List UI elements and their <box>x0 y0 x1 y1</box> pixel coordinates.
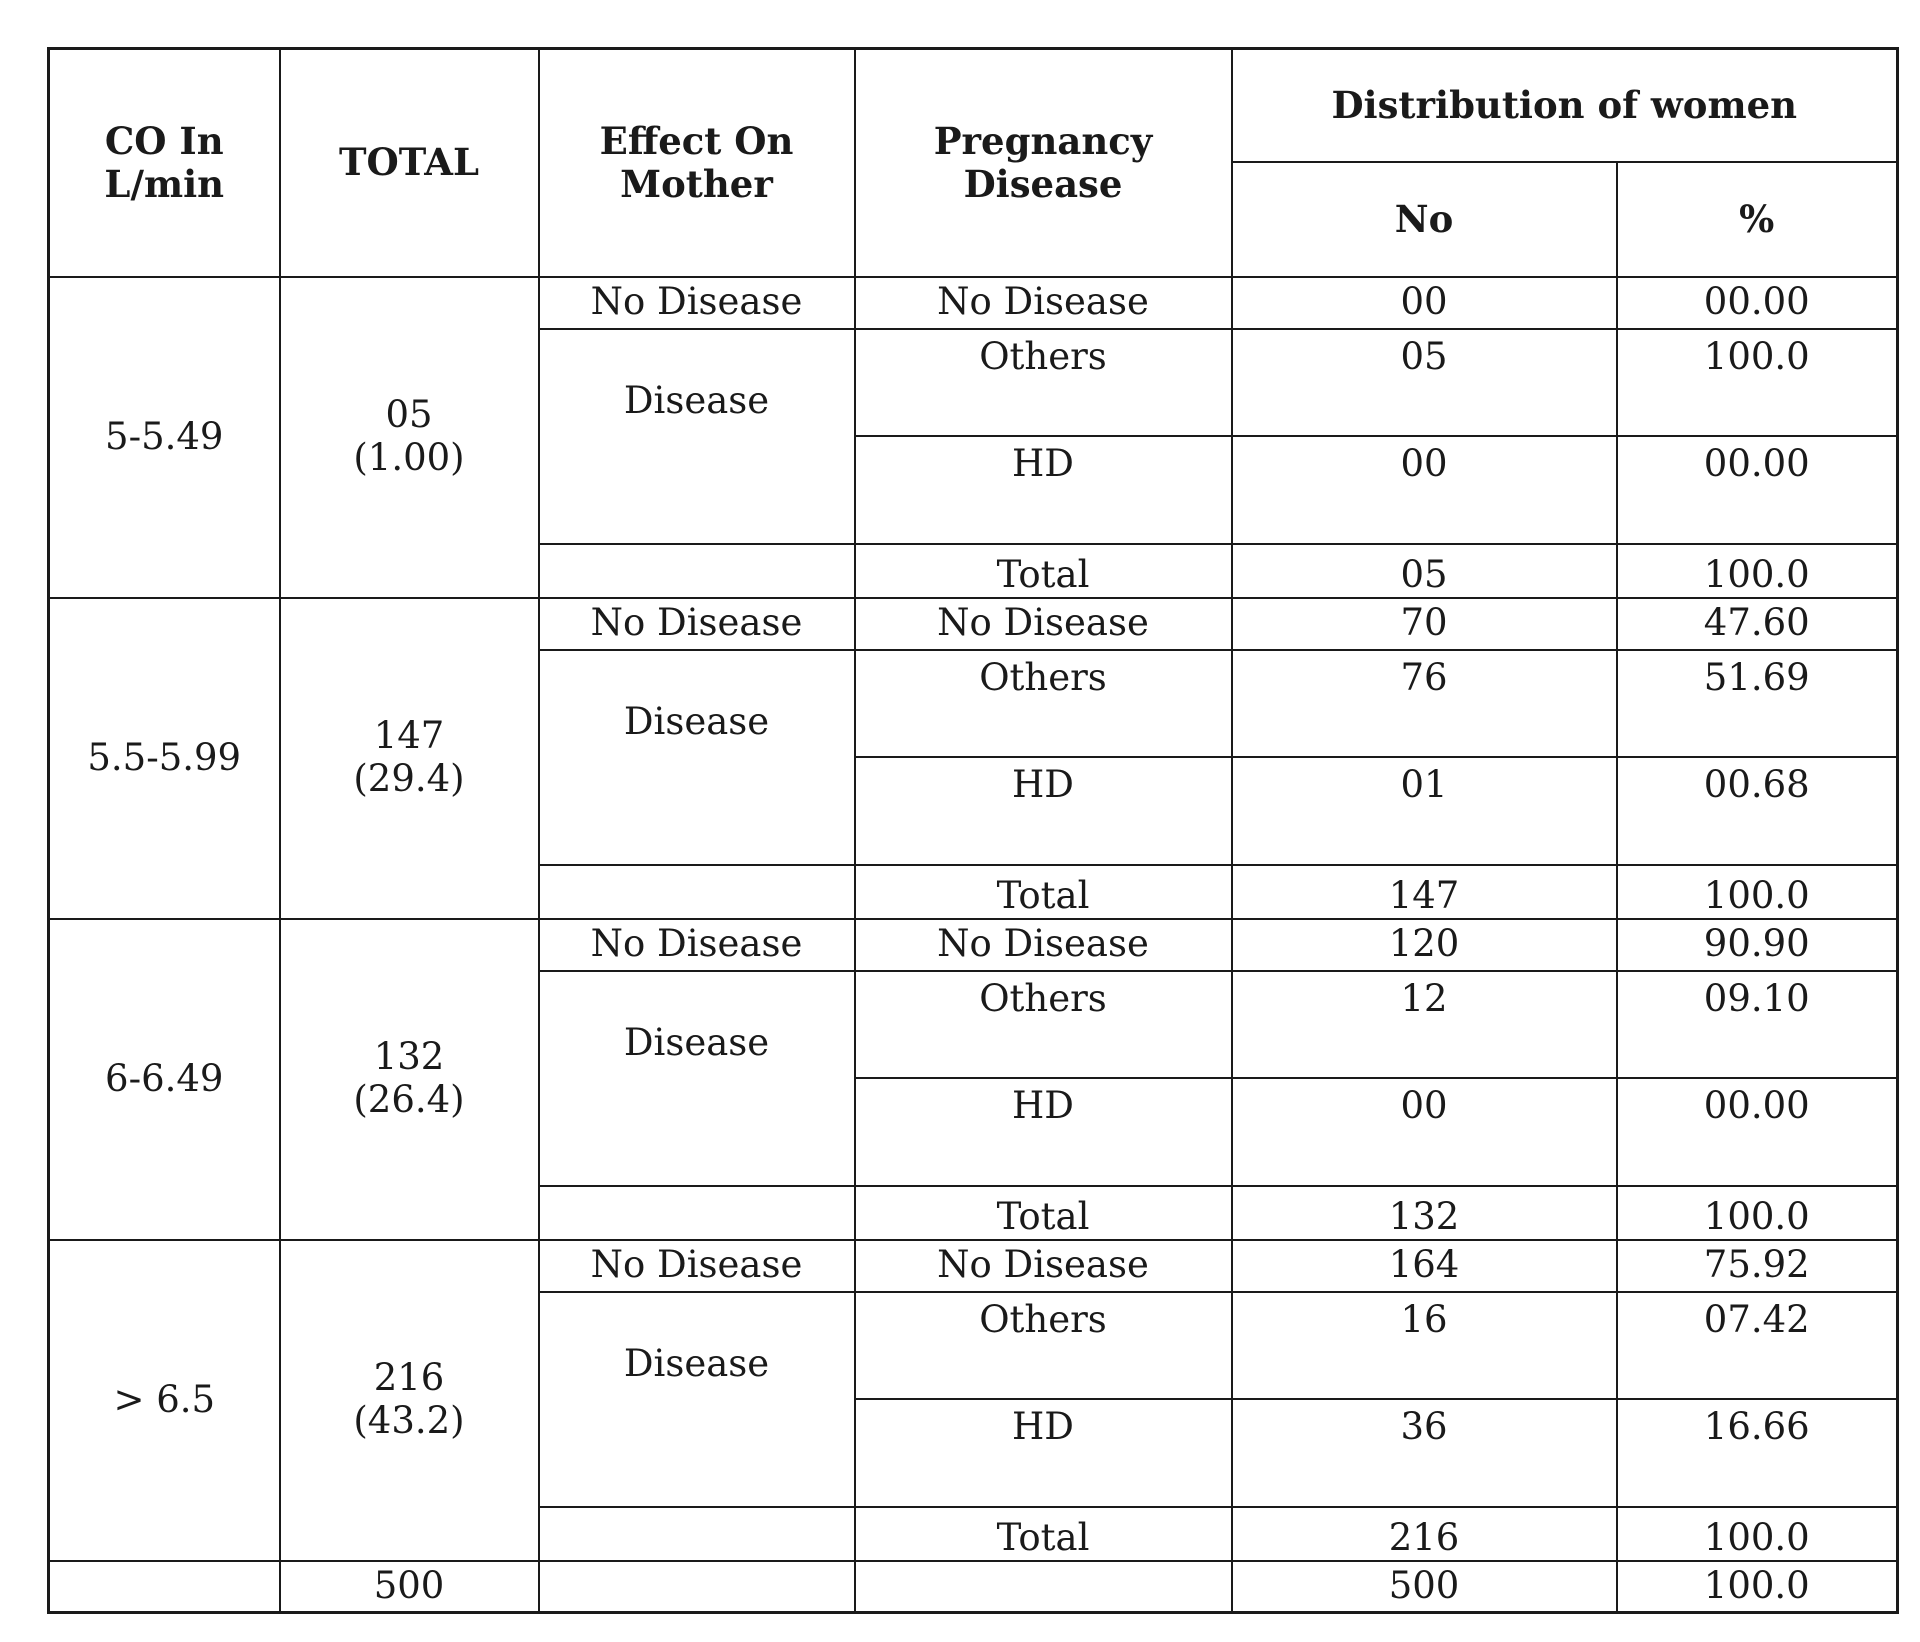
empty-effect-cell <box>539 1561 855 1613</box>
header-percent: % <box>1617 162 1898 277</box>
count-cell: 12 <box>1232 971 1617 1078</box>
co-range-cell: 6-6.49 <box>49 919 280 1240</box>
table-row <box>49 598 1898 650</box>
percent-cell: 47.60 <box>1617 598 1898 650</box>
group-total-cell <box>280 1240 539 1561</box>
pregnancy-total-cell: Total <box>855 1507 1232 1561</box>
count-cell: 01 <box>1232 757 1617 865</box>
effect-no-disease-cell: No Disease <box>539 919 855 971</box>
header-co <box>49 49 280 277</box>
count-cell: 00 <box>1232 436 1617 544</box>
pregnancy-total-cell: Total <box>855 1186 1232 1240</box>
group-total-count: 132 <box>373 1035 445 1079</box>
pregnancy-no-disease-cell: No Disease <box>855 919 1232 971</box>
count-cell: 05 <box>1232 544 1617 598</box>
group-total-percent: (43.2) <box>353 1399 465 1442</box>
count-cell: 132 <box>1232 1186 1617 1240</box>
percent-cell: 00.00 <box>1617 277 1898 329</box>
count-cell: 00 <box>1232 1078 1617 1186</box>
percent-cell: 00.68 <box>1617 757 1898 865</box>
empty-effect-cell <box>539 544 855 598</box>
header-co-line1: CO In <box>104 119 224 164</box>
pregnancy-others-cell: Others <box>855 971 1232 1078</box>
percent-cell: 100.0 <box>1617 865 1898 919</box>
table-row <box>49 1240 1898 1292</box>
group-total-cell <box>280 277 539 598</box>
header-pregnancy-line1: Pregnancy <box>933 119 1153 164</box>
group-total-count: 216 <box>373 1356 445 1400</box>
pregnancy-no-disease-cell: No Disease <box>855 598 1232 650</box>
pregnancy-no-disease-cell: No Disease <box>855 277 1232 329</box>
count-cell: 36 <box>1232 1399 1617 1507</box>
pregnancy-hd-cell: HD <box>855 757 1232 865</box>
effect-no-disease-cell: No Disease <box>539 1240 855 1292</box>
empty-co-cell <box>49 1561 280 1613</box>
header-effect-line2: Mother <box>620 161 773 206</box>
header-effect-line1: Effect On <box>599 119 794 164</box>
count-cell: 00 <box>1232 277 1617 329</box>
count-cell: 147 <box>1232 865 1617 919</box>
header-effect-on-mother <box>539 49 855 277</box>
empty-effect-cell <box>539 865 855 919</box>
header-no: No <box>1232 162 1617 277</box>
count-cell: 76 <box>1232 650 1617 757</box>
header-co-line2: L/min <box>104 161 225 206</box>
table-row <box>49 919 1898 971</box>
pregnancy-others-cell: Others <box>855 1292 1232 1399</box>
pregnancy-others-cell: Others <box>855 329 1232 436</box>
count-cell: 16 <box>1232 1292 1617 1399</box>
group-total-percent: (29.4) <box>353 757 465 800</box>
effect-disease-cell: Disease <box>539 329 855 544</box>
co-range-cell: 5.5-5.99 <box>49 598 280 919</box>
effect-no-disease-cell: No Disease <box>539 598 855 650</box>
percent-cell: 100.0 <box>1617 329 1898 436</box>
percent-cell: 16.66 <box>1617 1399 1898 1507</box>
grand-total-cell: 500 <box>280 1561 539 1613</box>
percent-cell: 75.92 <box>1617 1240 1898 1292</box>
percent-cell: 51.69 <box>1617 650 1898 757</box>
empty-effect-cell <box>539 1186 855 1240</box>
empty-pregnancy-cell <box>855 1561 1232 1613</box>
co-range-cell: > 6.5 <box>49 1240 280 1561</box>
count-cell: 05 <box>1232 329 1617 436</box>
pregnancy-others-cell: Others <box>855 650 1232 757</box>
grand-percent-cell: 100.0 <box>1617 1561 1898 1613</box>
percent-cell: 100.0 <box>1617 1186 1898 1240</box>
percent-cell: 00.00 <box>1617 1078 1898 1186</box>
grand-total-row <box>49 1561 1898 1613</box>
pregnancy-no-disease-cell: No Disease <box>855 1240 1232 1292</box>
percent-cell: 100.0 <box>1617 544 1898 598</box>
pregnancy-total-cell: Total <box>855 865 1232 919</box>
group-total-count: 147 <box>373 714 445 758</box>
group-total-cell <box>280 919 539 1240</box>
count-cell: 164 <box>1232 1240 1617 1292</box>
percent-cell: 09.10 <box>1617 971 1898 1078</box>
co-range-cell: 5-5.49 <box>49 277 280 598</box>
group-total-percent: (1.00) <box>353 436 465 479</box>
pregnancy-hd-cell: HD <box>855 1078 1232 1186</box>
percent-cell: 100.0 <box>1617 1507 1898 1561</box>
pregnancy-total-cell: Total <box>855 544 1232 598</box>
count-cell: 216 <box>1232 1507 1617 1561</box>
header-pregnancy-disease <box>855 49 1232 277</box>
count-cell: 120 <box>1232 919 1617 971</box>
grand-count-cell: 500 <box>1232 1561 1617 1613</box>
distribution-table <box>47 47 1899 1614</box>
effect-disease-cell: Disease <box>539 971 855 1186</box>
group-total-count: 05 <box>385 393 433 437</box>
percent-cell: 90.90 <box>1617 919 1898 971</box>
empty-effect-cell <box>539 1507 855 1561</box>
table-row <box>49 277 1898 329</box>
percent-cell: 07.42 <box>1617 1292 1898 1399</box>
pregnancy-hd-cell: HD <box>855 436 1232 544</box>
group-total-percent: (26.4) <box>353 1078 465 1121</box>
header-row-1 <box>49 49 1898 162</box>
pregnancy-hd-cell: HD <box>855 1399 1232 1507</box>
header-total: TOTAL <box>280 49 539 277</box>
percent-cell: 00.00 <box>1617 436 1898 544</box>
effect-disease-cell: Disease <box>539 1292 855 1507</box>
header-distribution: Distribution of women <box>1232 49 1898 162</box>
count-cell: 70 <box>1232 598 1617 650</box>
header-pregnancy-line2: Disease <box>963 161 1123 206</box>
effect-disease-cell: Disease <box>539 650 855 865</box>
group-total-cell <box>280 598 539 919</box>
effect-no-disease-cell: No Disease <box>539 277 855 329</box>
